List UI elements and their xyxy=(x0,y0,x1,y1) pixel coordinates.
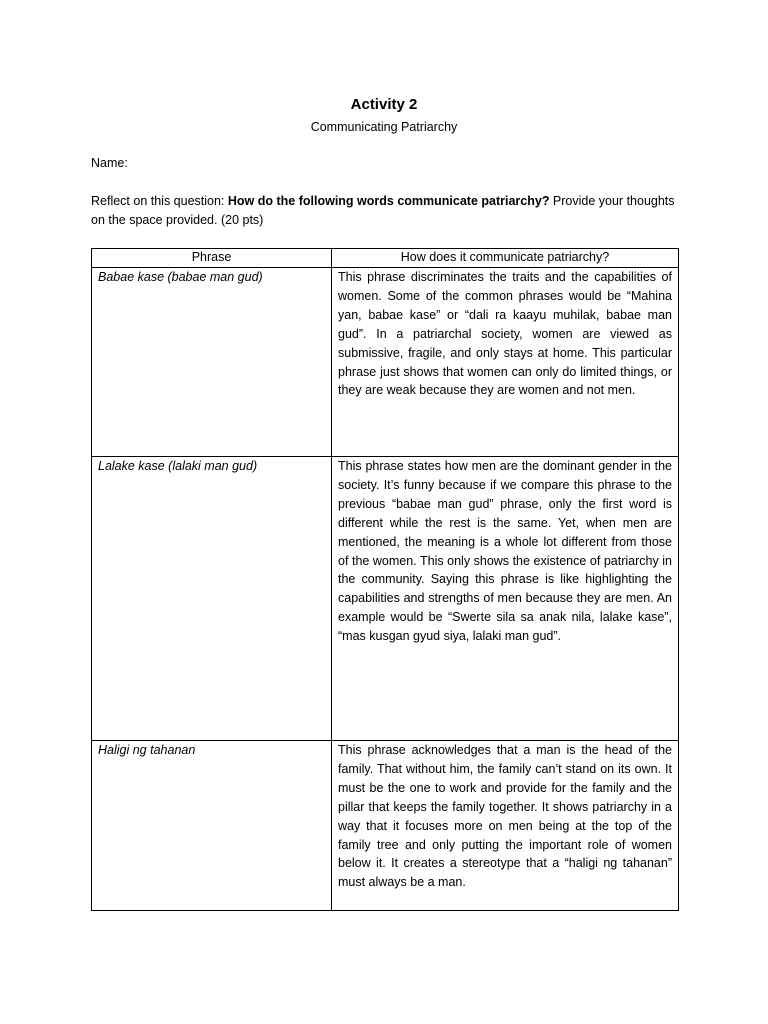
explanation-cell: This phrase acknowledges that a man is the head of the family. That without him, the family can’t stand on its own. It must be the one to work and provide for the family and the pillar that keeps the family together. It shows patriarchy in a way that it focuses more on men being at the top of the family tree and only putting the important role of women below it. It creates a stereotype that a “haligi ng tahanan” must always be a man. xyxy=(332,741,679,911)
page-title: Activity 2 xyxy=(350,96,418,113)
instructions-question: How do the following words communicate patriarchy? xyxy=(227,194,550,208)
name-label: Name: xyxy=(91,156,128,170)
instructions-lead: Reflect on this question: xyxy=(91,194,228,208)
table-row xyxy=(92,268,679,457)
phrase-cell: Lalake kase (lalaki man gud) xyxy=(92,457,332,741)
phrase-cell: Babae kase (babae man gud) xyxy=(92,268,332,457)
page-subtitle: Communicating Patriarchy xyxy=(310,120,458,134)
table-row xyxy=(92,457,679,741)
explanation-cell: This phrase discriminates the traits and the capabilities of women. Some of the common phrases would be “Mahina yan, babae kase” or “dali ra kaayu muhilak, babae man gud”. In a patriarchal society, women are viewed as submissive, fragile, and only stays at home. This particular phrase just shows that women can only do limited things, or they are weak because they are women and not men. xyxy=(332,268,679,457)
table-row xyxy=(92,741,679,911)
header-phrase: Phrase xyxy=(92,249,332,268)
instructions-tail: Provide your thoughts on the space provided. (20 pts) xyxy=(91,194,675,227)
activity-table xyxy=(91,248,679,911)
instructions xyxy=(91,192,681,230)
header-explanation: How does it communicate patriarchy? xyxy=(332,249,679,268)
phrase-cell: Haligi ng tahanan xyxy=(92,741,332,911)
table-header-row xyxy=(92,249,679,268)
explanation-cell: This phrase states how men are the dominant gender in the society. It’s funny because if we compare this phrase to the previous “babae man gud” phrase, only the first word is different while the rest is the same. Yet, when men are mentioned, the meaning is a whole lot different from those of the women. This only shows the existence of patriarchy in the community. Saying this phrase is like highlighting the capabilities and strengths of men because they are men. An example would be “Swerte sila sa anak nila, lalake kase”, “mas kusgan gyud siya, lalaki man gud”. xyxy=(332,457,679,741)
